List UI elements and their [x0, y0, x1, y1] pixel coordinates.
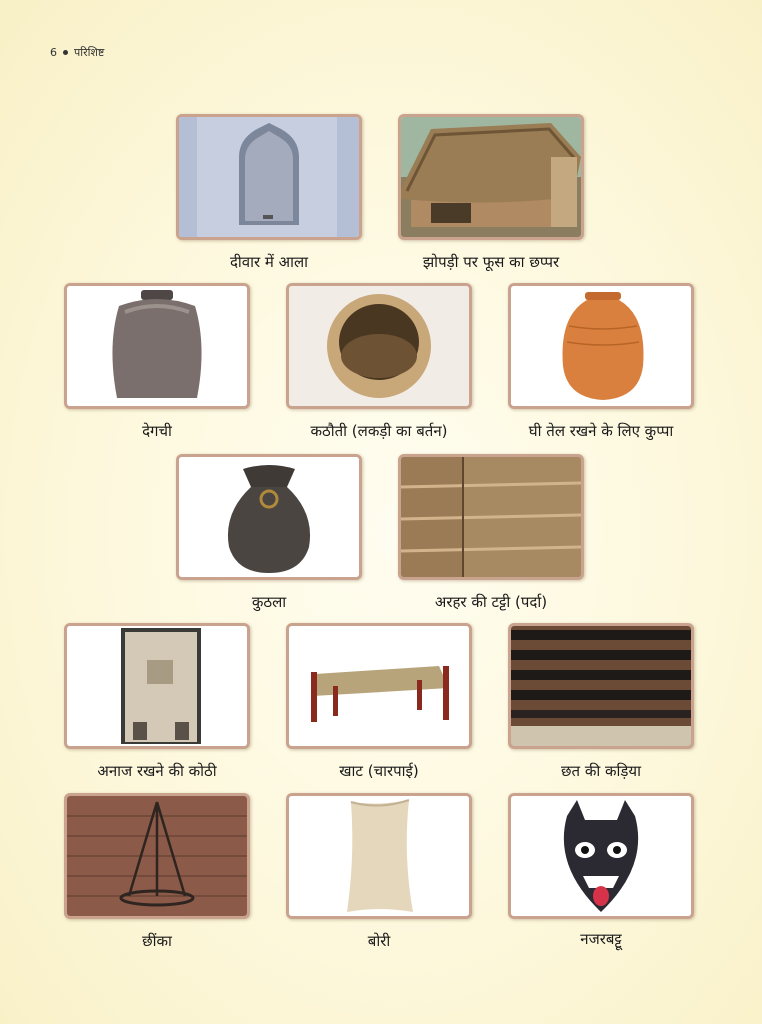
image-kathauti [286, 283, 472, 409]
image-chhinka [64, 793, 250, 919]
caption-khaat: खाट (चारपाई) [339, 762, 419, 780]
caption-chhinka: छींका [142, 932, 172, 950]
caption-grain-kothi: अनाज रखने की कोठी [97, 762, 217, 780]
image-khaat [286, 623, 472, 749]
caption-nazarbattu: नजरबट्टू [580, 930, 622, 948]
caption-arhar-tatti: अरहर की टट्टी (पर्दा) [434, 593, 548, 611]
caption-wall-niche: दीवार में आला [229, 253, 309, 271]
caption-kuthla: कुठला [251, 593, 287, 611]
image-arhar-tatti [398, 454, 584, 580]
image-degchi [64, 283, 250, 409]
section-title: परिशिष्ट [74, 46, 105, 59]
caption-kuppa: घी तेल रखने के लिए कुप्पा [528, 422, 674, 440]
caption-kathauti: कठौती (लकड़ी का बर्तन) [310, 422, 448, 440]
page-number: 6 [50, 46, 57, 59]
image-nazarbattu [508, 793, 694, 919]
image-roof-beams [508, 623, 694, 749]
image-grain-kothi [64, 623, 250, 749]
bullet-icon [63, 50, 68, 55]
image-wall-niche [176, 114, 362, 240]
page-header [50, 45, 104, 60]
image-thatched-hut [398, 114, 584, 240]
image-kuthla [176, 454, 362, 580]
image-bori [286, 793, 472, 919]
caption-thatched-hut: झोपड़ी पर फूस का छप्पर [422, 253, 560, 271]
image-kuppa [508, 283, 694, 409]
caption-roof-beams: छत की कड़िया [560, 762, 642, 780]
caption-bori: बोरी [367, 932, 391, 950]
caption-degchi: देगची [142, 422, 172, 440]
